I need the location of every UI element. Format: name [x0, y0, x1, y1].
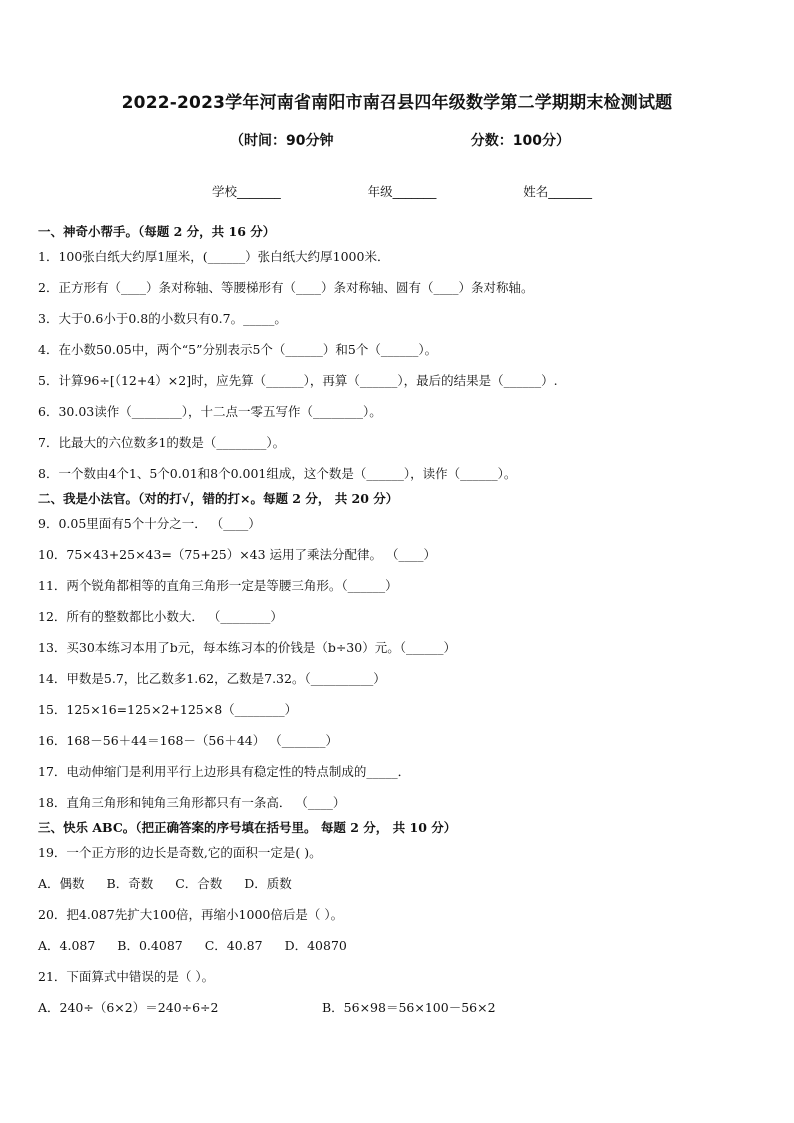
question-19: 19．一个正方形的边长是奇数,它的面积一定是( )。 [38, 845, 322, 860]
question-12: 12．所有的整数都比小数大． （________） [38, 609, 283, 624]
question-21: 21．下面算式中错误的是（ ）。 [38, 969, 215, 984]
question-2: 2．正方形有（____）条对称轴、等腰梯形有（____）条对称轴、圆有（____）条对称轴。 [38, 280, 534, 295]
student-info-row [212, 182, 592, 200]
option-b: B．0.4087 [117, 938, 183, 953]
question-20-options [38, 937, 758, 968]
question-10: 10．75×43+25×43=（75+25）×43 运用了乘法分配律。 （____） [38, 547, 437, 562]
option-a: A．4.087 [38, 938, 96, 953]
option-a: A．偶数 [38, 876, 85, 891]
option-b: B．奇数 [106, 876, 154, 891]
option-d: D．40870 [284, 938, 347, 953]
option-b: B．56×98＝56×100－56×2 [321, 1000, 496, 1015]
exam-subtitle [230, 130, 570, 150]
question-20: 20．把4.087先扩大100倍，再缩小1000倍后是（ ）。 [38, 907, 344, 922]
option-c: C．合数 [175, 876, 223, 891]
question-21-options [38, 999, 758, 1030]
option-d: D．质数 [244, 876, 292, 891]
question-14: 14．甲数是5.7，比乙数多1.62，乙数是7.32。（__________） [38, 671, 386, 686]
section-2-heading: 二、我是小法官。（对的打√，错的打×。每题 2 分， 共 20 分） [38, 491, 399, 506]
exam-content [38, 223, 758, 1030]
question-15: 15．125×16=125×2+125×8（________） [38, 702, 298, 717]
school-field: 学校_______ [212, 184, 281, 199]
name-field: 姓名_______ [523, 184, 592, 199]
question-7: 7．比最大的六位数多1的数是（________）。 [38, 435, 286, 450]
grade-field: 年级_______ [367, 184, 437, 199]
question-3: 3．大于0.6小于0.8的小数只有0.7。_____。 [38, 311, 287, 326]
question-6: 6．30.03读作（________），十二点一零五写作（________）。 [38, 404, 382, 419]
section-1-heading: 一、神奇小帮手。（每题 2 分，共 16 分） [38, 224, 276, 239]
question-11: 11．两个锐角都相等的直角三角形一定是等腰三角形。（______） [38, 578, 398, 593]
option-c: C．40.87 [204, 938, 263, 953]
question-13: 13．买30本练习本用了b元，每本练习本的价钱是（b÷30）元。（______） [38, 640, 456, 655]
question-5: 5．计算96÷[（12+4）×2]时，应先算（______），再算（______），最后的结果是（______）. [38, 373, 558, 388]
option-a: A．240÷（6×2）＝240÷6÷2 [38, 1000, 219, 1015]
question-4: 4．在小数50.05中，两个“5”分别表示5个（______）和5个（______）。 [38, 342, 438, 357]
exam-title: 2022-2023学年河南省南阳市南召县四年级数学第二学期期末检测试题 [121, 93, 673, 113]
time-limit: （时间：90分钟 [230, 133, 334, 149]
question-17: 17．电动伸缩门是利用平行上边形具有稳定性的特点制成的_____． [38, 764, 411, 779]
question-9: 9．0.05里面有5个十分之一． （____） [38, 516, 261, 531]
section-3-heading: 三、快乐 ABC。（把正确答案的序号填在括号里。 每题 2 分， 共 10 分） [38, 820, 457, 835]
question-18: 18．直角三角形和钝角三角形都只有一条高． （____） [38, 795, 346, 810]
question-19-options [38, 875, 758, 906]
question-1: 1．100张白纸大约厚1厘米，(______）张白纸大约厚1000米． [38, 249, 390, 264]
question-8: 8．一个数由4个1、5个0.01和8个0.001组成，这个数是（______），读作（______）。 [38, 466, 517, 481]
total-score: 分数：100分） [470, 133, 570, 149]
question-16: 16．168－56＋44＝168－（56＋44） （_______） [38, 733, 338, 748]
